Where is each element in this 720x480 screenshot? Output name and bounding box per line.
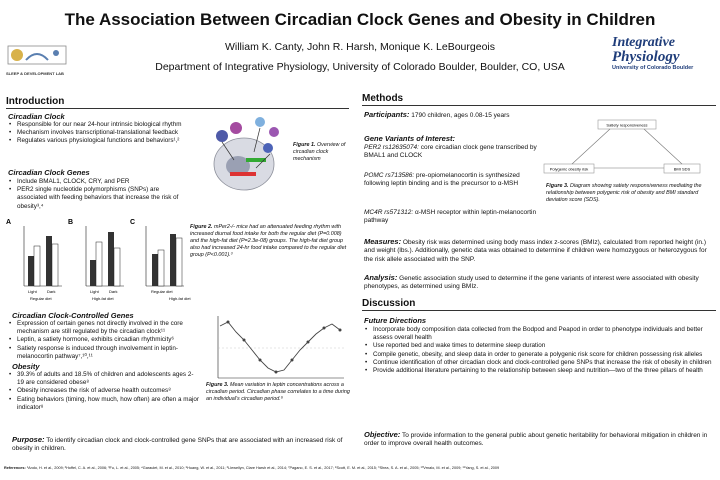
variant-per2-name: PER2 rs12635074: (364, 144, 419, 151)
figure-4-caption (546, 183, 712, 204)
list-item: • Expression of certain genes not directly involved in the core mechanism are still regulated by the circadian clock¹¹ (8, 320, 200, 336)
purpose-text: To identify circadian clock and clock-controlled gene SNPs that are associated with an increased risk of obesity in children. (12, 437, 343, 453)
figure-3-label: Figure 3. (206, 382, 229, 388)
logo-word-physiology: Physiology (612, 49, 680, 65)
list-item: • 39.3% of adults and 18.5% of children and adolescents ages 2-19 are considered obese⁸ (8, 371, 200, 387)
data-point (259, 359, 262, 362)
objective-text: To provide information to the general public about genetic heritability for behavioral mitigation in children in order to improve overall health outcomes. (364, 432, 708, 448)
logo-university: University of Colorado Boulder (612, 65, 694, 71)
analysis-block (364, 274, 714, 292)
x-label: Regular diet (30, 296, 52, 301)
data-point (227, 321, 230, 324)
future-directions-title: Future Directions (364, 316, 427, 325)
satiety-mediation-diagram (540, 118, 710, 178)
references-label: References: (4, 466, 26, 470)
variant-mc4r (364, 209, 538, 226)
data-point (243, 339, 246, 342)
data-point (291, 359, 294, 362)
variant-pomc-name: POMC rs713586: (364, 172, 415, 179)
bar (114, 248, 120, 286)
references (4, 465, 716, 470)
sleep-lab-logo (6, 44, 68, 74)
logo-word-integrative: Integrative (612, 35, 675, 50)
x-label: Light (28, 289, 37, 294)
diagram-box-bmi-label: BMI SDS (673, 166, 691, 172)
data-point (323, 327, 326, 330)
list-item: • Mechanism involves transcriptional-translational feedback (8, 129, 208, 137)
panel-b-label: B (68, 219, 74, 226)
obesity-title: Obesity (12, 362, 40, 371)
poster-header (0, 0, 720, 90)
list-item: • Compile genetic, obesity, and sleep data in order to generate a polygenic risk score for children possessing risk alleles (364, 351, 714, 359)
bar (90, 260, 96, 286)
list-item: • Leptin, a satiety hormone, exhibits circadian rhythmicity⁶ (8, 336, 200, 344)
list-item: • Obesity increases the risk of adverse health outcomes⁸ (8, 387, 200, 395)
objective-block (364, 431, 714, 449)
poster-title: The Association Between Circadian Clock Genes and Obesity in Children (64, 10, 656, 29)
sleep-lab-logo-icon (6, 44, 68, 66)
discussion-heading: Discussion (362, 298, 716, 311)
sleep-lab-logo-text: SLEEP & DEVELOPMENT LAB (6, 71, 64, 76)
figure-2-caption (190, 224, 350, 259)
feeding-bar-charts (4, 216, 191, 306)
list-item: • Continue identification of other circadian clock and clock-controlled gene SNPs that increase the risk of obesity in children (364, 359, 714, 367)
clock-genes-title: Circadian Clock Genes (8, 168, 90, 177)
data-point (339, 329, 342, 332)
clock-genes-list (8, 178, 190, 211)
figure-1-label: Figure 1. (293, 142, 316, 148)
bar (96, 242, 102, 286)
figure-2-label: Figure 2. (190, 224, 213, 230)
figure-4-text: Diagram showing satiety responsiveness mediating the relationship between polygenic risk of obesity and BMI standard deviation score (SDS). (546, 183, 702, 203)
variant-per2 (364, 144, 538, 161)
list-item: • Incorporate body composition data collected from the Bodpod and Peapod in order to phenotype individuals and better assess overall health (364, 326, 714, 342)
references-text: ¹Ando, H. et al., 2009; ²Hoffel, C. A. et al., 2006; ³Fu, L. et al., 2005; ⁴Garaulet, M. et al., 2010; ⁵Huang, W. et al., 2011; ⁶Llewellyn, Clare Harsh et al., 2014; ⁷Pagano, E. S. et al., 2017; ⁸Scott, E. M. et al., 2015; ⁹Shea, S. A. et al., 2005; ¹⁰Vrnalo, M. et al., 2009; ¹¹Yang, S. et al., 2009 (26, 466, 500, 470)
list-item: • Include BMAL1, CLOCK, CRY, and PER (8, 178, 190, 186)
analysis-text: Genetic association study used to determine if the gene variants of interest were associated with obesity phenotypes, as determined using BMIz. (364, 275, 699, 291)
diagram-box-satiety-label: Satiety responsiveness (606, 122, 648, 128)
bar (28, 256, 34, 286)
figure-3-text: Mean variation in leptin concentrations across a circadian period. Circadian phase correlates to a time during an individual's circadian period.⁶ (206, 382, 350, 402)
variant-mc4r-text: α-MSH receptor within leptin-melanocortin pathway (364, 209, 537, 225)
x-label: High-fat diet (92, 296, 114, 301)
figure-1-caption (293, 142, 349, 163)
clock-mechanism-diagram (208, 108, 290, 198)
x-label: High-fat diet (169, 296, 191, 301)
circadian-clock-list (8, 121, 208, 146)
purpose-label: Purpose: (12, 435, 45, 444)
list-item: • Use reported bed and wake times to determine sleep duration (364, 342, 714, 350)
bar (176, 238, 182, 286)
future-directions-list (364, 326, 714, 375)
variant-pomc-text: pre-opiomelanocortin is synthesized following leptin binding and is the precursor to α-MSH (364, 172, 520, 188)
list-item: • Provide additional literature pertaining to the relationship between sleep and nutrition—two of the three pillars of health (364, 367, 714, 375)
data-point (307, 341, 310, 344)
x-label: Dark (109, 289, 118, 294)
bar (52, 244, 58, 286)
obesity-list (8, 371, 200, 412)
bar (46, 236, 52, 286)
objective-label: Objective: (364, 430, 401, 439)
panel-c-label: C (130, 219, 136, 226)
introduction-heading: Introduction (6, 96, 349, 109)
figure-3-caption (206, 382, 350, 403)
leptin-series-line (220, 322, 340, 372)
leptin-variation-plot (210, 312, 348, 384)
mediation-diagram (540, 118, 710, 178)
x-label: Light (90, 289, 99, 294)
department-affiliation: Department of Integrative Physiology, University of Colorado Boulder, Boulder, CO, USA (155, 61, 565, 73)
panel-a-label: A (6, 219, 12, 226)
figure-1-text: Overview of circadian clock mechanism (293, 142, 346, 162)
figure-1-clock-mechanism (208, 108, 290, 198)
list-item: • Eating behaviors (timing, how much, how often) are often a major indicator⁸ (8, 396, 200, 412)
participants-text: 1790 children, ages 0.08-15 years (411, 112, 510, 119)
clock-controlled-genes-title: Circadian Clock-Controlled Genes (12, 311, 134, 320)
analysis-label: Analysis: (364, 273, 398, 282)
bar (158, 250, 164, 286)
figure-3-leptin-plot (210, 312, 348, 384)
measures-block (364, 238, 714, 264)
x-label: Dark (47, 289, 56, 294)
author-list: William K. Canty, John R. Harsh, Monique K. LeBourgeois (224, 41, 495, 53)
data-point (275, 371, 278, 374)
list-item: • Regulates various physiological functions and behaviors¹,² (8, 137, 208, 145)
bar (152, 254, 158, 286)
figure-4-label: Figure 3. (546, 183, 569, 189)
figure-2-bar-panels (4, 216, 191, 306)
x-label: Regular diet (151, 289, 173, 294)
measures-label: Measures: (364, 237, 402, 246)
participants-block (364, 111, 542, 120)
gene-variants-title: Gene Variants of Interest: (364, 134, 455, 143)
variant-per2-text: core circadian clock gene transcribed by BMAL1 and CLOCK (364, 144, 537, 160)
bar (34, 246, 40, 286)
figure-2-text: mPer2-/- mice had an attenuated feeding rhythm with increased diurnal food intake for both the regular diet (P=0.008) and the high-fat diet (P=2.3e-08) groups. The high-fat diet group also had increased 24-hr food intake compared to the regular diet group (P<0.001).³ (190, 224, 347, 258)
list-item: • Responsible for our near 24-hour intrinsic biological rhythm (8, 121, 208, 129)
methods-heading: Methods (362, 93, 716, 106)
list-item: • PER2 single nucleotide polymorphisms (SNPs) are associated with feeding behaviors that increase the risk of obesity³,⁴ (8, 186, 190, 211)
list-item: • Satiety response is induced through involvement in leptin-melanocortin pathway⁷,¹⁰,¹¹ (8, 345, 200, 361)
integrative-physiology-logo (612, 36, 716, 84)
variant-mc4r-name: MC4R rs571312: (364, 209, 414, 216)
clock-controlled-genes-list (8, 320, 200, 361)
variant-pomc (364, 172, 538, 189)
measures-text: Obesity risk was determined using body mass index z-scores (BMIz), calculated from reported height (in.) and weight (lbs.). Additionally, genetic data was obtained to determine if children were homozygous or heterozygous for the risk allele associated with the SNP. (364, 239, 707, 263)
participants-label: Participants: (364, 110, 410, 119)
bar (170, 234, 176, 286)
purpose-statement (12, 436, 350, 454)
bar (108, 232, 114, 286)
diagram-box-risk-label: Polygenic obesity risk (549, 166, 589, 172)
circadian-clock-title: Circadian Clock (8, 112, 65, 121)
